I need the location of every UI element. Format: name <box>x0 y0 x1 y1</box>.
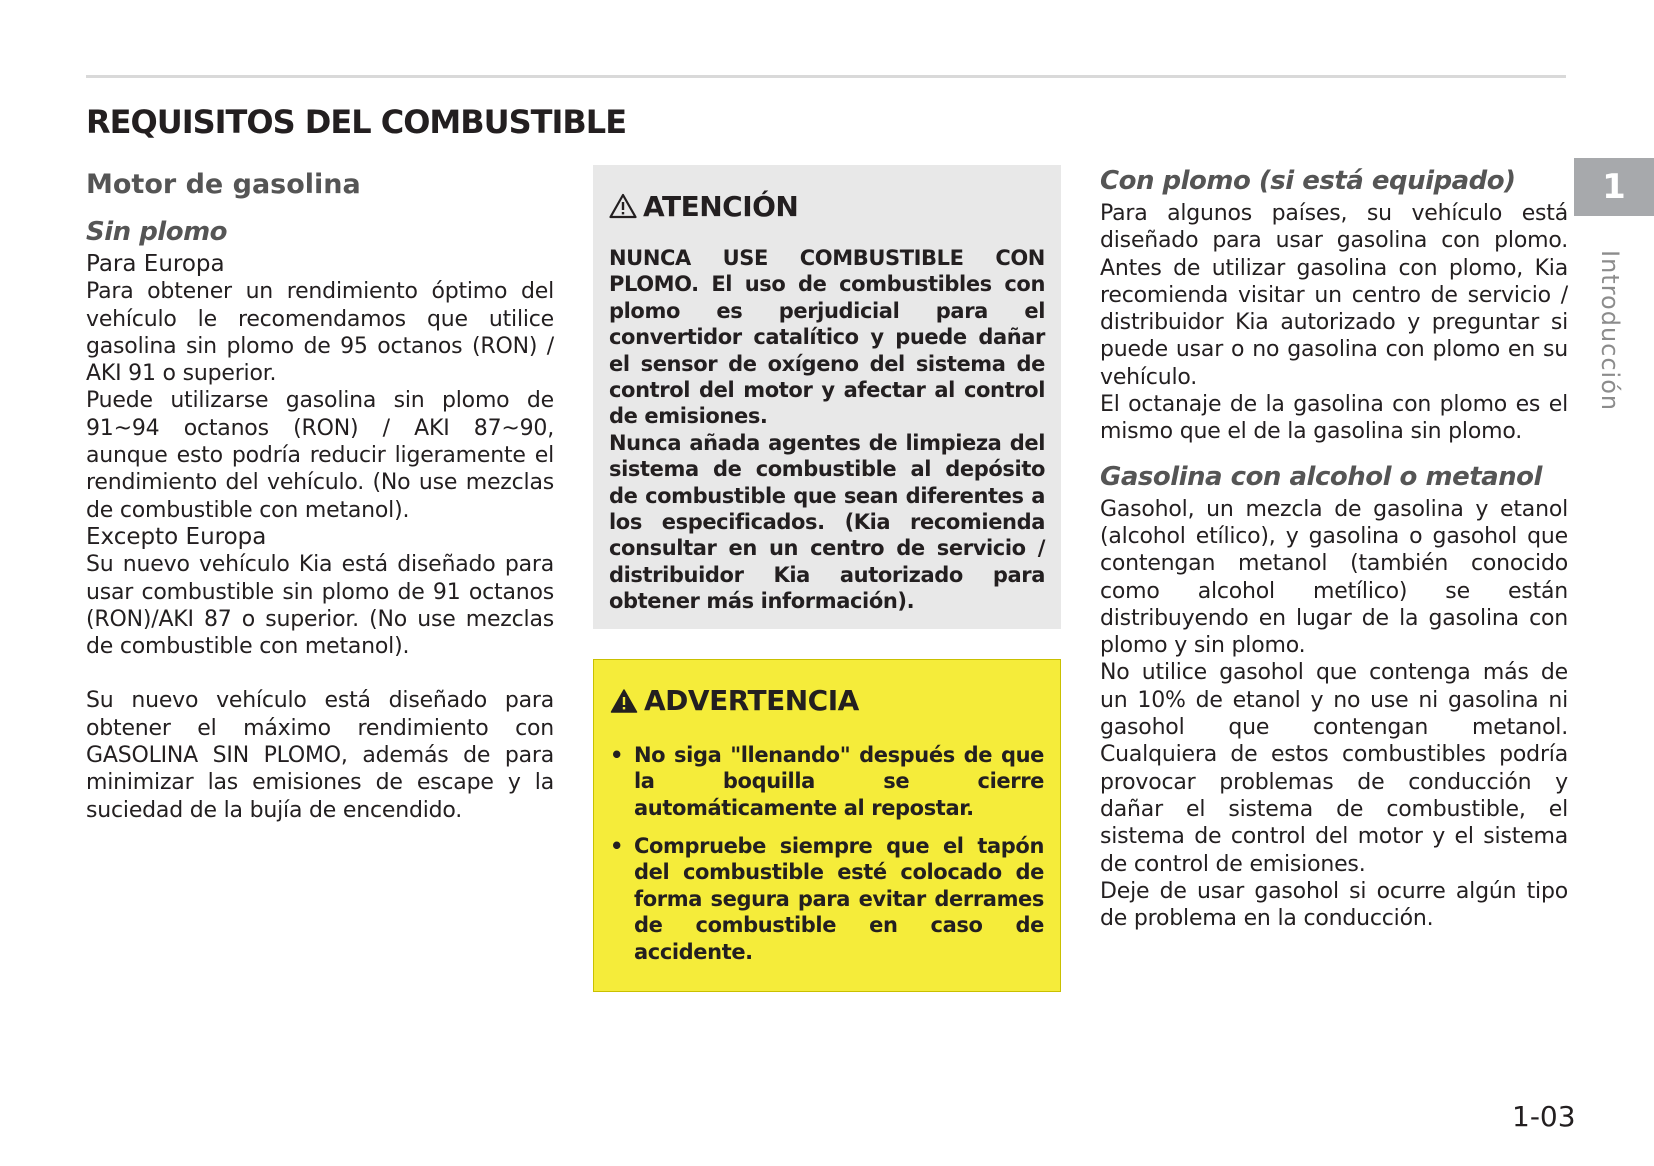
attention-header <box>609 177 1045 235</box>
paragraph-leaded-1: Para algunos países, su vehículo está diseñado para usar gasolina con plomo. Antes de utilizar gasolina con plomo, Kia recomienda visitar un centro de servicio / distribuidor Kia autorizado y preguntar si puede usar o no gasolina con plomo en su vehículo. <box>1100 201 1568 390</box>
section-heading-gasoline: Motor de gasolina <box>86 169 361 200</box>
warning-filled-icon <box>610 688 638 714</box>
subheading-unleaded: Sin plomo <box>86 217 228 247</box>
warning-header <box>610 672 1044 730</box>
page-title: REQUISITOS DEL COMBUSTIBLE <box>86 103 627 141</box>
page-number: 1-03 <box>1512 1100 1576 1133</box>
left-column <box>86 165 554 824</box>
spacer <box>86 660 554 687</box>
attention-title: ATENCIÓN <box>643 189 799 223</box>
attention-paragraph-1: NUNCA USE COMBUSTIBLE CON PLOMO. El uso de combustibles con plomo es perjudicial para el convertidor catalítico y puede dañar el sensor de oxígeno del sistema de control del motor y afectar al control de emisiones. <box>609 246 1045 429</box>
header-rule <box>86 75 1566 78</box>
warning-list <box>610 742 1044 965</box>
attention-paragraph-2: Nunca añada agentes de limpieza del sistema de combustible al depósito de combustible que sean diferentes a los especificados. (Kia recomienda consultar en un centro de servicio / distribuidor Kia autorizado para obtener más información). <box>609 430 1045 614</box>
subheading-leaded: Con plomo (si está equipado) <box>1100 166 1516 196</box>
chapter-label: Introducción <box>1596 250 1624 412</box>
middle-column <box>593 165 1061 992</box>
label-europe: Para Europa <box>86 251 225 277</box>
paragraph-except-europe: Su nuevo vehículo Kia está diseñado para usar combustible sin plomo de 91 octanos (RON)/AKI 87 o superior. (No use mezclas de combustible con metanol). <box>86 552 554 660</box>
paragraph-unleaded-final: Su nuevo vehículo está diseñado para obtener el máximo rendimiento con GASOLINA SIN PLOMO, además de para minimizar las emisiones de escape y la suciedad de la bujía de encendido. <box>86 688 554 823</box>
paragraph-europe-1: Para obtener un rendimiento óptimo del vehículo le recomendamos que utilice gasolina sin plomo de 95 octanos (RON) / AKI 91 o superior. <box>86 279 554 387</box>
paragraph-alcohol-3: Deje de usar gasohol si ocurre algún tipo de problema en la conducción. <box>1100 878 1568 932</box>
paragraph-europe-2: Puede utilizarse gasolina sin plomo de 91~94 octanos (RON) / AKI 87~90, aunque esto podría reducir ligeramente el rendimiento del vehículo. (No use mezclas de combustible con metanol). <box>86 388 554 523</box>
label-except-europe: Excepto Europa <box>86 523 267 550</box>
warning-box <box>593 659 1061 992</box>
paragraph-leaded-2: El octanaje de la gasolina con plomo es el mismo que el de la gasolina sin plomo. <box>1100 392 1568 445</box>
right-column <box>1100 165 1568 932</box>
subheading-alcohol: Gasolina con alcohol o metanol <box>1100 461 1542 492</box>
paragraph-alcohol-1: Gasohol, un mezcla de gasolina y etanol (alcohol etílico), y gasolina o gasohol que contengan metanol (también conocido como alcohol metílico) se están distribuyendo en lugar de la gasolina con plomo y sin plomo. <box>1100 496 1568 659</box>
warning-outline-icon <box>609 193 637 219</box>
spacer <box>1100 446 1568 458</box>
chapter-tab: 1 <box>1574 158 1654 216</box>
warning-item: • No siga "llenando" después de que la boquilla se cierre automáticamente al repostar. <box>610 742 1044 821</box>
paragraph-alcohol-2: No utilice gasohol que contenga más de un 10% de etanol y no use ni gasolina ni gasohol que contengan metanol. Cualquiera de estos combustibles podría provocar problemas de conducción y dañar el sistema de combustible, el sistema de control del motor y el sistema de control de emisiones. <box>1100 660 1568 877</box>
warning-title: ADVERTENCIA <box>644 684 859 718</box>
warning-item: • Compruebe siempre que el tapón del combustible esté colocado de forma segura para evitar derrames de combustible en caso de accidente. <box>610 833 1044 965</box>
attention-box <box>593 165 1061 629</box>
